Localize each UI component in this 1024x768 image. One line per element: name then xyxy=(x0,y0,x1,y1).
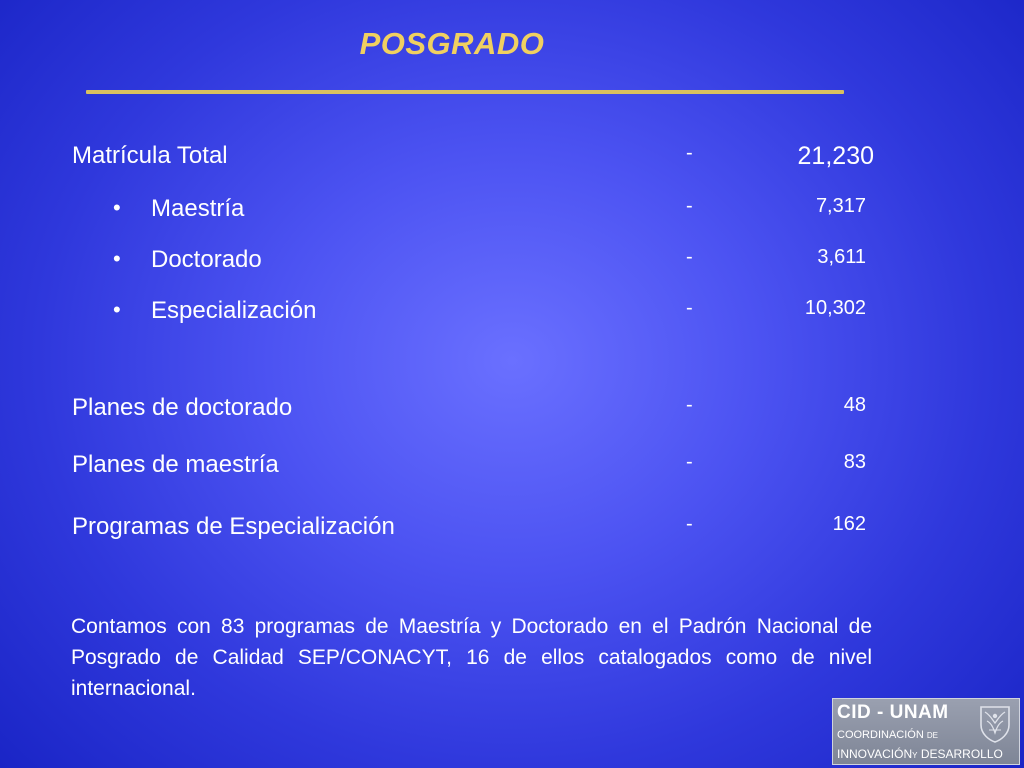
stat-dash: - xyxy=(686,195,693,217)
bullet-icon: • xyxy=(113,195,121,220)
stat-row-planes-doctorado xyxy=(0,394,1024,428)
stat-row-especializacion xyxy=(0,297,1024,331)
logo-line-innovacion: INNOVACIÓNY DESARROLLO xyxy=(837,747,1003,761)
stat-label: Matrícula Total xyxy=(72,142,228,169)
stat-label: Doctorado xyxy=(151,246,262,273)
bullet-icon: • xyxy=(113,297,121,322)
stat-value: 48 xyxy=(843,394,866,416)
title-underline xyxy=(86,90,844,94)
stat-value: 83 xyxy=(843,451,866,473)
bullet-icon: • xyxy=(113,246,121,271)
stat-row-programas-especializacion xyxy=(0,513,1024,547)
stat-value: 10,302 xyxy=(804,297,866,319)
stat-dash: - xyxy=(686,394,693,416)
stat-dash: - xyxy=(686,142,693,164)
stat-dash: - xyxy=(686,297,693,319)
stat-row-doctorado xyxy=(0,246,1024,280)
slide-title: POSGRADO xyxy=(359,26,545,61)
stat-value: 3,611 xyxy=(817,246,866,268)
stat-row-maestria xyxy=(0,195,1024,229)
stat-label: Planes de doctorado xyxy=(72,394,293,421)
stat-label: Planes de maestría xyxy=(72,451,279,478)
logo-line-coordinacion: COORDINACIÓN DE xyxy=(837,729,938,741)
stat-label: Programas de Especialización xyxy=(72,513,395,540)
stat-row-matricula-total xyxy=(0,142,1024,176)
stat-label: Especialización xyxy=(151,297,317,324)
stat-row-planes-maestria xyxy=(0,451,1024,485)
logo-title: CID - UNAM xyxy=(837,702,949,723)
stat-dash: - xyxy=(686,451,693,473)
stat-dash: - xyxy=(686,513,693,535)
stat-value: 162 xyxy=(832,513,866,535)
stat-value: 7,317 xyxy=(815,195,866,217)
unam-shield-icon xyxy=(975,703,1015,743)
cid-unam-logo xyxy=(832,698,1020,765)
summary-paragraph: Contamos con 83 programas de Maestría y Doctorado en el Padrón Nacional de Posgrado de Calidad SEP/CONACYT, 16 de ellos catalogados como de nivel internacional. xyxy=(71,615,872,700)
stat-label: Maestría xyxy=(151,195,245,222)
stat-dash: - xyxy=(686,246,693,268)
stat-value: 21,230 xyxy=(797,142,874,170)
